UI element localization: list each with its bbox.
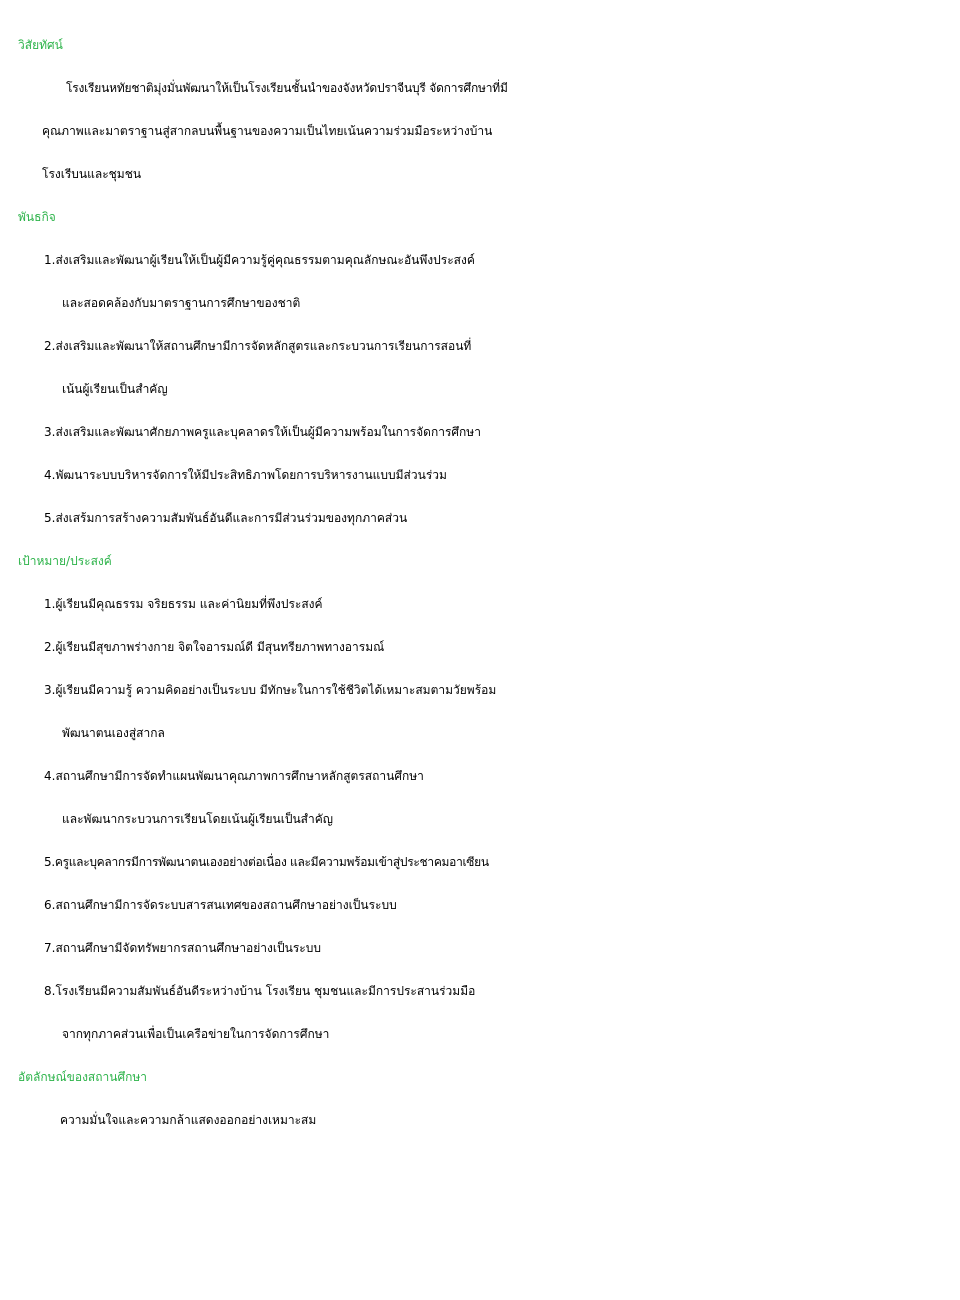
vision-line-3: โรงเรีบนและชุมชน bbox=[42, 167, 142, 181]
document-page bbox=[0, 24, 960, 1142]
identity-section bbox=[0, 1056, 960, 1142]
identity-text: ความมั่นใจและความกล้าแสดงออกอย่างเหมาะสม bbox=[60, 1113, 317, 1127]
goal-item-5: 5.ครูและบุคลากรมีการพัฒนาตนเองอย่างต่อเนื่อง และมีความพร้อมเข้าสู่ประชาคมอาเซียน bbox=[44, 855, 489, 869]
vision-line-2: คุณภาพและมาตราฐานสู่สากลบนพื้นฐานของความเป็นไทยเน้นความร่วมมือระหว่างบ้าน bbox=[42, 124, 493, 138]
goal-item-3-continuation: พัฒนาตนเองสู่สากล bbox=[62, 726, 165, 740]
identity-heading: อัตลักษณ์ของสถานศึกษา bbox=[18, 1070, 147, 1084]
goal-item-4: 4.สถานศึกษามีการจัดทำแผนพัฒนาคุณภาพการศึกษาหลักสูตรสถานศึกษา bbox=[44, 769, 424, 783]
goal-item-6: 6.สถานศึกษามีการจัดระบบสารสนเทศของสถานศึกษาอย่างเป็นระบบ bbox=[44, 898, 397, 912]
goal-item-4-continuation: และพัฒนากระบวนการเรียนโดยเน้นผู้เรียนเป็นสำคัญ bbox=[62, 812, 333, 826]
goal-item-7: 7.สถานศึกษามีจัดทรัพยากรสถานศึกษาอย่างเป็นระบบ bbox=[44, 941, 321, 955]
mission-item-3: 3.ส่งเสริมและพัฒนาศักยภาพครูและบุคลาดรให้เป็นผู้มีความพร้อมในการจัดการศึกษา bbox=[44, 425, 481, 439]
goal-item-8-continuation: จากทุกภาคส่วนเพื่อเป็นเครือข่ายในการจัดการศึกษา bbox=[62, 1027, 330, 1041]
goal-item-3: 3.ผู้เรียนมีความรู้ ความคิดอย่างเป็นระบบ มีทักษะในการใช้ชีวิตได้เหมาะสมตามวัยพร้อม bbox=[44, 683, 497, 697]
mission-section bbox=[0, 196, 960, 540]
vision-line-1: โรงเรียนหทัยชาติมุ่งมั่นพัฒนาให้เป็นโรงเรียนชั้นนำของจังหวัดปราจีนบุรี จัดการศึกษาที่มี bbox=[66, 81, 508, 95]
goals-section bbox=[0, 540, 960, 1056]
goal-item-2: 2.ผู้เรียนมีสุขภาพร่างกาย จิตใจอารมณ์ดี มีสุนทรียภาพทางอารมณ์ bbox=[44, 640, 385, 654]
goal-item-8: 8.โรงเรียนมีความสัมพันธ์อันดีระหว่างบ้าน โรงเรียน ชุมชนและมีการประสานร่วมมือ bbox=[44, 984, 476, 998]
mission-heading: พันธกิจ bbox=[18, 210, 56, 224]
mission-item-5: 5.ส่งเสร้มการสร้างความสัมพันธ์อันดีและการมีส่วนร่วมของทุกภาคส่วน bbox=[44, 511, 408, 525]
goal-item-1: 1.ผู้เรียนมีคุณธรรม จริยธรรม และค่านิยมที่พึงประสงค์ bbox=[44, 597, 323, 611]
mission-item-2-continuation: เน้นผู้เรียนเป็นสำคัญ bbox=[62, 382, 168, 396]
vision-section bbox=[0, 24, 960, 196]
mission-item-1-continuation: และสอดคล้องกับมาตราฐานการศึกษาของชาติ bbox=[62, 296, 301, 310]
vision-heading: วิสัยทัศน์ bbox=[18, 38, 63, 52]
mission-item-2: 2.ส่งเสริมและพัฒนาให้สถานศึกษามีการจัดหลักสูตรและกระบวนการเรียนการสอนที่ bbox=[44, 339, 472, 353]
mission-item-1: 1.ส่งเสริมและพัฒนาผู้เรียนให้เป็นผู้มีความรู้คู่คุณธรรมตามคุณลักษณะอันพึงประสงค์ bbox=[44, 253, 475, 267]
goals-heading: เป้าหมาย/ประสงค์ bbox=[18, 554, 112, 568]
mission-item-4: 4.พัฒนาระบบบริหารจัดการให้มีประสิทธิภาพโดยการบริหารงานแบบมีส่วนร่วม bbox=[44, 468, 447, 482]
